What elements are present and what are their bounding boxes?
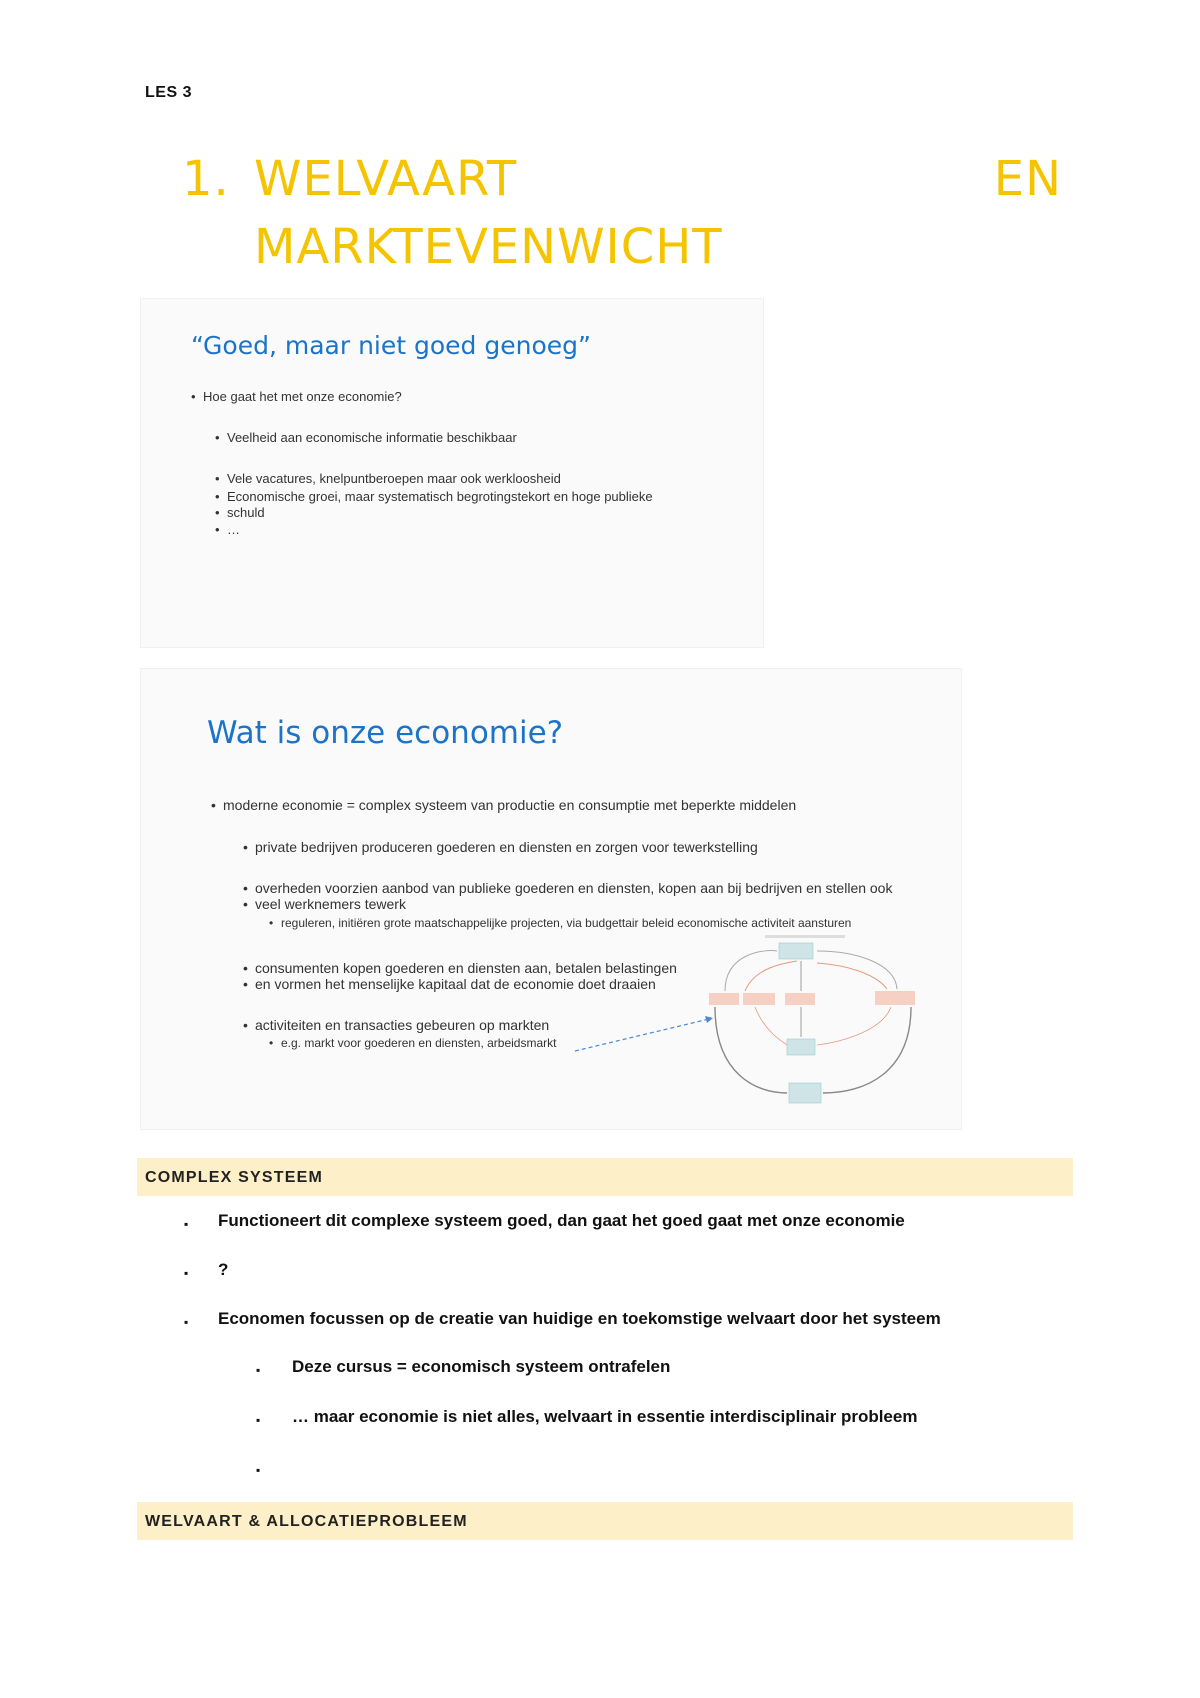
bullet-marker: ▪ [256, 1363, 261, 1377]
list-item: Functioneert dit complexe systeem goed, dan gaat het goed gaat met onze economie [218, 1211, 905, 1230]
bullet-marker: ▪ [184, 1217, 189, 1231]
slide-bullet: • Veelheid aan economische informatie beschikbaar [227, 430, 517, 446]
slide-bullet: • Hoe gaat het met onze economie? [203, 389, 402, 405]
slide-bullet: • overheden voorzien aanbod van publieke goederen en diensten, kopen aan bij bedrijven en stellen ook [255, 880, 892, 897]
sub-list-item: … maar economie is niet alles, welvaart in essentie interdisciplinair probleem [292, 1407, 918, 1426]
section-heading [137, 1158, 1073, 1196]
sub-list-item: Deze cursus = economisch systeem ontrafelen [292, 1357, 671, 1376]
slide-bullet: • activiteiten en transacties gebeuren op markten [255, 1017, 549, 1034]
slide-sub-bullet: • reguleren, initiëren grote maatschappelijke projecten, via budgettair beleid economische activiteit aansturen [281, 915, 851, 932]
lesson-label: LES 3 [145, 84, 192, 101]
slide-bullet: • Vele vacatures, knelpuntberoepen maar ook werkloosheid [227, 471, 561, 487]
title-line-2: MARKTEVENWICHT [254, 219, 723, 275]
slide-title: “Goed, maar niet goed genoeg” [191, 331, 591, 360]
slide-bullet: • private bedrijven produceren goederen en diensten en zorgen voor tewerkstelling [255, 839, 758, 856]
slide-bullet-continuation [227, 505, 265, 521]
slide-bullet-text: veel werknemers tewerk [255, 896, 406, 912]
section-heading [137, 1502, 1073, 1540]
list-item: ? [218, 1260, 229, 1279]
slide-bullet: • moderne economie = complex systeem van productie en consumptie met beperkte middelen [223, 797, 796, 814]
bullet-marker: ▪ [184, 1266, 189, 1280]
slide-title: Wat is onze economie? [207, 715, 564, 751]
slide-bullet: • … [227, 522, 240, 538]
slide-bullet-continuation [255, 896, 406, 913]
bullet-marker: ▪ [256, 1413, 261, 1427]
slide-image-1 [140, 298, 764, 648]
slide-sub-bullet: • e.g. markt voor goederen en diensten, arbeidsmarkt [281, 1035, 556, 1052]
circular-flow-diagram [705, 933, 927, 1111]
slide-bullet-text: en vormen het menselijke kapitaal dat de economie doet draaien [255, 976, 656, 992]
section-heading-text: COMPLEX SYSTEEM [145, 1169, 324, 1186]
slide-bullet: • consumenten kopen goederen en diensten aan, betalen belastingen [255, 960, 677, 977]
dashed-arrow [571, 1009, 721, 1059]
bullet-marker: ▪ [184, 1315, 189, 1329]
list-item: Economen focussen op de creatie van huidige en toekomstige welvaart door het systeem [218, 1309, 941, 1328]
title-line-1: WELVAART [254, 151, 518, 207]
section-heading-text: WELVAART & ALLOCATIEPROBLEEM [145, 1513, 468, 1530]
slide-bullet-continuation [255, 976, 656, 993]
slide-bullet: • Economische groei, maar systematisch begrotingstekort en hoge publieke [227, 489, 653, 505]
slide-image-2 [140, 668, 962, 1130]
title-line-1-right: EN [993, 151, 1062, 207]
bullet-marker: ▪ [256, 1463, 261, 1477]
slide-bullet-text: schuld [227, 505, 265, 520]
title-number: 1. [182, 151, 230, 207]
